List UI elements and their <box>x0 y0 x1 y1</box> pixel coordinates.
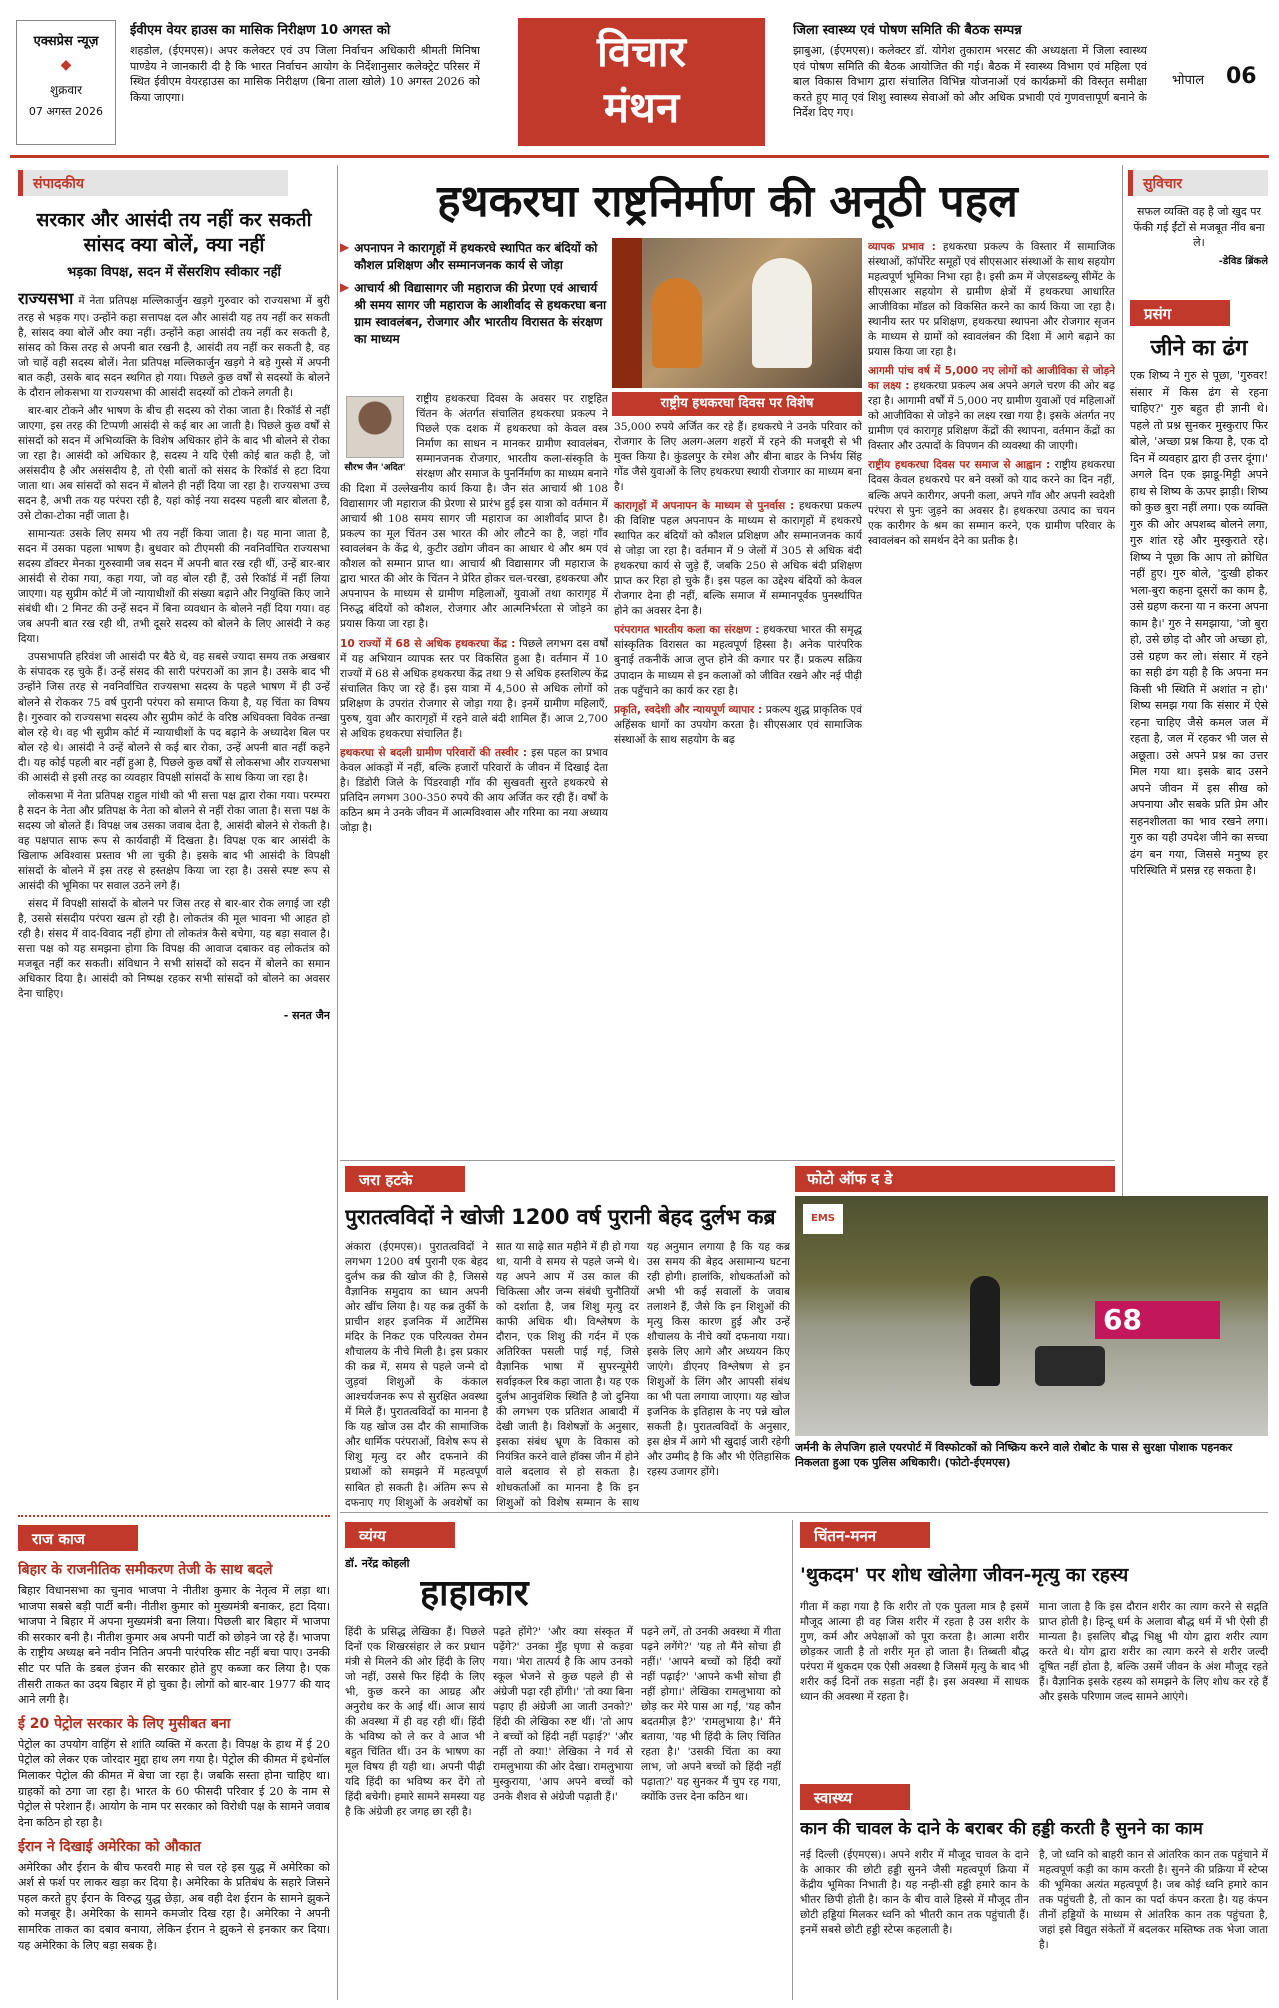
photo-of-day <box>795 1196 1268 1436</box>
chintan-tab: चिंतन-मनन <box>800 1522 930 1548</box>
arrow-icon: ▶ <box>340 280 350 294</box>
editorial-para: सामान्यतः उसके लिए समय भी तय नहीं किया जाता है। यह माना जाता है, सदन में उसका पहला भाषण है। बुधवार को टीएमसी की नवनिर्वाचित राज्यसभा सदस्य डॉक्टर मेनका गुरुस्वामी जब सदन में अपनी बात रख रही थीं, उन्हें बार-बार आसंदी से रोका गया, कहा गया, जो वह बोल रही हैं, उसे रिकॉर्ड में नहीं लिया जाएगा। यह सुप्रीम कोर्ट में जो न्यायाधीशों की संख्या बढ़ाने और नियुक्ति किए जाने संबंधी थी। 2 मिनट की उन्हें सदन में बिना व्यवधान के बोलने नहीं दिया गया। वह जब अपनी बात रख रही थी, तभी दूसरे सदस्य को बोलने के लिए आसंदी ने कह दिया। <box>18 528 330 646</box>
raj-kaaj-tab: राज काज <box>18 1525 138 1551</box>
raj-kaaj-head2: ई 20 पेट्रोल सरकार के लिए मुसीबत बना <box>18 1715 231 1732</box>
masthead-rule <box>10 155 1269 158</box>
column-rule <box>792 1520 793 2000</box>
chintan-col1: गीता में कहा गया है कि शरीर तो एक पुतला मात्र है इसमें मौजूद आत्मा ही वह जिस शरीर में रहता है उस शरीर के गुण, कर्म और अपेक्षाओं को पूरा करता है। आत्मा शरीर छोड़कर जाती है तो शरीर मृत हो जाता है। तिब्बती बौद्ध परंपरा में थुकदम एक ऐसी अवस्था है जिसमें मृत्यु के बाद भी शरीर कई दिनों तक सड़ता नहीं है। इस अवस्था में साधक ध्यान की अवस्था में रहता है। <box>800 1601 1029 1704</box>
handloom-photo <box>612 238 862 388</box>
suvichar-author: -डेविड ब्रिंकले <box>1218 255 1268 267</box>
diamond-icon: ◆ <box>60 57 72 73</box>
raj-kaaj-divider <box>18 1515 330 1517</box>
lead-col3c-text: राष्ट्रीय हथकरघा दिवस केवल हथकरघे पर बने वस्त्रों को याद करने का दिन नहीं, बल्कि अपने कारीगर, अपनी कला, अपने गाँव और अपनी स्वदेशी परंपरा से पुनः जुड़ने का अवसर है। हथकरघा उत्पाद का चयन एक कारीगर के श्रम का सम्मान करने, एक ग्रामीण परिवार के स्वावलंबन को समर्थन देने का प्रतीक है। <box>868 459 1115 547</box>
lead-col2d <box>614 703 862 748</box>
editorial-body <box>18 288 330 1002</box>
chintan-col2: माना जाता है कि इस दौरान शरीर का त्याग करने से सद्गति प्राप्त होती है। हिन्दू धर्म के अलावा बौद्ध धर्म में भी ऐसी ही मान्यता है। इसलिए बौद्ध भिक्षु भी योग द्वारा शरीर त्याग करते थे। योग द्वारा शरीर का त्याग करने से शरीर जल्दी दूषित नहीं होता है, बल्कि उसमें जीवन के अंश मौजूद रहते हैं। वैज्ञानिक इसके रहस्य को समझने के लिए शोध कर रहे हैं और इसके परिणाम जल्द सामने आएंगे। <box>1039 1601 1268 1704</box>
lead-col2b <box>614 499 862 619</box>
lead-col2-subhead3: प्रकृति, स्वदेशी और न्यायपूर्ण व्यापार : <box>614 703 763 716</box>
editorial-para: उपसभापति हरिवंश जी आसंदी पर बैठे थे, वह सबसे ज्यादा समय तक अखबार के संपादक रह चुके हैं। उन्हें संसद की सारी परंपराओं का ज्ञान है। उसके बाद भी उन्होंने जिस तरह से नवनिर्वाचित राज्यसभा सदस्य के पहले भाषण में ही उन्हें बोलने से रोककर 75 वर्ष पुरानी परंपरा को समाप्त किया है, यह चिंता का विषय है। गुरुवार को राज्यसभा सदस्य और सुप्रीम कोर्ट के वरिष्ठ अधिवक्ता विवेक तन्खा बोल रहे थे। वह भी सुप्रीम कोर्ट में न्यायाधीशों के पद बढ़ाने के अध्यादेश बिल पर बोल रहे थे। आसंदी ने उन्हें बोलने से कई बार रोका, उन्हें अपनी बात नहीं कहने दी। यह कोई पहली बार नहीं हुआ है, पिछले कुछ वर्षों से लोकसभा और राज्यसभा की आसंदी से इसी तरह का व्यवहार विपक्षी सांसदों के साथ किया जा रहा है। <box>18 651 330 784</box>
lead-col3b <box>868 364 1115 454</box>
photo-frame <box>612 238 642 388</box>
jara-hatke-headline: पुरातत्वविदों ने खोजी 1200 वर्ष पुरानी बेहद दुर्लभ कब्र <box>345 1205 776 1229</box>
chintan-headline: 'थुकदम' पर शोध खोलेगा जीवन-मृत्यु का रहस्य <box>800 1564 1129 1586</box>
raj-kaaj <box>18 1560 330 2000</box>
column-rule <box>337 165 338 2000</box>
author-avatar <box>346 396 404 458</box>
officer-figure <box>970 1276 1000 1386</box>
lead-col1b <box>340 637 608 742</box>
lead-col2-text: 35,000 रुपये अर्जित कर रहे हैं। हथकरघे ने उनके परिवार को रोजगार के लिए अलग-अलग शहरों में रहने की मजबूरी से भी मुक्त किया है। कुंडलपुर के रमेश और बीना बाडर के निर्भय सिंह गोंड जैसे युवाओं के लिए हथकरघा स्थायी रोजगार का माध्यम बना है। <box>614 421 862 494</box>
lead-col3b-text: हथकरघा प्रकल्प अब अपने अगले चरण की ओर बढ़ रहा है। आगामी वर्षों में 5,000 नए ग्रामीण युवाओं एवं महिलाओं को आजीविका से जोड़ने का लक्ष्य रखा गया है। इसके अंतर्गत नए ग्रामीण एवं कारागृह प्रशिक्षण केंद्रों की स्थापना, वर्तमान केंद्रों का विस्तार और उत्पादों के विपणन की व्यवस्था की जाएगी। <box>868 380 1115 453</box>
left-brief-title: ईवीएम वेयर हाउस का मासिक निरीक्षण 10 अगस्त को <box>130 23 391 38</box>
swasthya-tab: स्वास्थ्य <box>800 1784 910 1810</box>
lead-col3 <box>868 240 1115 1152</box>
section-title-line2: मंथन <box>603 83 680 132</box>
bullet-text: आचार्य श्री विद्यासागर जी महाराज की प्रेरणा एवं आचार्य श्री समय सागर जी महाराज के आशीर्वाद से हथकरघा बना ग्राम स्वावलंबन, रोजगार और भारतीय विरासत के संरक्षण का माध्यम <box>354 281 607 346</box>
author-block <box>340 396 410 473</box>
bullet-item <box>340 240 608 274</box>
section-title-line1: विचार <box>597 27 686 76</box>
swasthya-col1: नई दिल्ली (ईएमएस)। अपने शरीर में मौजूद चावल के दाने के आकार की छोटी हड्डी सुनने जैसी महत्वपूर्ण क्रिया में केंद्रीय भूमिका निभाती है। यह नन्ही-सी हड्डी हमारे कान के भीतर छिपी होती है। कान के बीच वाले हिस्से में मौजूद तीन छोटी हड्डियां मिलकर ध्वनि को भीतरी कान तक पहुंचाती हैं। इनमें सबसे छोटी हड्डी स्टेप्स कहलाती है। <box>800 1849 1029 1937</box>
arrow-icon: ▶ <box>340 240 350 254</box>
jara-hatke-col2: सात या साढ़े सात महीने में ही हो गया था, यानी वे समय से पहले जन्मे थे। यह अपने आप में उस काल की चिकित्सा और जन्म संबंधी चुनौतियों को दर्शाता है, जब शिशु मृत्यु दर काफी अधिक थी। विश्लेषण के दौरान, एक शिशु की गर्दन में एक अतिरिक्त पसली पाई गई, जिसे वैज्ञानिक भाषा में सुपरन्यूमेरी सर्वाइकल रिब कहा जाता है। यह एक दुर्लभ आनुवंशिक स्थिति है जो दुनिया की लगभग एक प्रतिशत आबादी में देखी जाती है। विशेषज्ञों के अनुसार, इसका संबंध भ्रूण के विकास को नियंत्रित करने वाले हॉक्स जीन में होने वाले बदलाव से हो सकता है। शोधकर्ताओं का मानना है कि इन शिशुओं को विशेष सम्मान के साथ <box>496 1241 639 1509</box>
editorial-para: लोकसभा में नेता प्रतिपक्ष राहुल गांधी को भी सत्ता पक्ष द्वारा रोका गया। परम्परा है सदन के नेता और प्रतिपक्ष के नेता को बोलने से नहीं रोका जाता है। सत्ता पक्ष के सदस्य जो बोलते हैं। विपक्ष जब उसका जवाब देता है, आसंदी बोलने से रोकती है। वह पक्षपात साफ रूप से कार्यवाही में दिखता है। विपक्ष एक बार आसंदी के खिलाफ अविश्वास प्रस्ताव भी ला चुकी है। इसके बाद भी आसंदी के विपक्षी सांसदों के बोलने में इस तरह से हस्तक्षेप किया जा रहा है। उससे स्पष्ट रूप से आसंदी की भूमिका पर सवाल उठने लगे हैं। <box>18 789 330 892</box>
editorial-byline: - सनत जैन <box>283 1009 330 1023</box>
vyang-col3: पढ़ने लगें, तो उनकी अवस्था में गीता पढ़ने लगेंगे?' 'यह तो मैंने सोचा ही नहीं।' 'आपने बच्चों को हिंदी क्यों नहीं पढ़ाई?' 'आपने कभी सोचा ही नहीं होगा।' लेखिका रामलुभाया को छोड़ कर मेरे पास आ गईं, 'यह कौन बदतमीज़ है?' 'रामलुभाया है।' मैंने बताया, 'यह भी हिंदी के लिए चिंतित रहता है।' 'उसकी चिंता का क्या लाभ, जो अपने बच्चों को हिंदी नहीं पढ़ाता?' यह सुनकर मैं चुप रह गया, क्योंकि उत्तर देना कठिन था। <box>641 1626 781 1804</box>
lead-col2b-text: हथकरघा प्रकल्प की विशिष्ट पहल अपनापन के माध्यम से कारागृहों में हथकरघे स्थापित कर बंदियों को कौशल प्रशिक्षण और सम्मानजनक कार्य से जोड़ा जा रहा है। वर्तमान में 9 जेलों में 305 से अधिक बंदी हथकरघा कार्य से जुड़े हैं, जबकि 250 से अधिक बंदी प्रशिक्षण प्राप्त कर रिहा हो चुके हैं। इस पहल का उद्देश्य बंदियों को केवल रोजगार देना ही नहीं, बल्कि समाज में सम्मानपूर्वक पुनर्स्थापित होने का अवसर देना है। <box>614 500 862 618</box>
paper-box <box>16 20 116 145</box>
vyang-col2: पढ़ते होंगे?' 'और क्या संस्कृत में पढ़ेंगे?' उनका मुँह घृणा से कड़वा गया। 'मेरा तात्पर्य है कि आप उनको स्कूल भेजने से कुछ पहले ही से अंग्रेजी पढ़ा रही होंगी।' 'तो क्या बिना पढ़ाए ही अंग्रेजी आ जाती उनको?' हिंदी की लेखिका रुष्ट थीं। 'तो आप ने बच्चों को हिंदी नहीं पढ़ाई?' 'और नहीं तो क्या!' लेखिका ने गर्व से रामलुभाया की ओर देखा। रामलुभाया मुस्कुराया, 'आप अपने बच्चों को उनके शैशव से अंग्रेजी पढ़ाती हैं।' <box>493 1626 633 1804</box>
editorial-para: संसद में विपक्षी सांसदों के बोलने पर जिस तरह से बार-बार रोक लगाई जा रही है, उससे संसदीय परंपरा खत्म हो रही है। लोकतंत्र की मूल भावना भी आहत हो रही है। संसद में वाद-विवाद नहीं होगा तो लोकतंत्र कैसे बचेगा, यह बड़ा सवाल है। सत्ता पक्ष को यह समझना होगा कि विपक्ष की आवाज दबाकर वह लोकतंत्र को मजबूत नहीं कर सकती। संविधान ने सभी सांसदों को सदन में बोलने का समान अधिकार दिया है। आसंदी को निष्पक्ष रहकर सभी सांसदों को बोलने का अवसर देना चाहिए। <box>18 897 330 1001</box>
editorial-tab: संपादकीय <box>18 170 288 196</box>
lead-col2 <box>614 420 862 1152</box>
photo-figure <box>752 258 812 368</box>
lead-col2-subhead: कारागृहों में अपनापन के माध्यम से पुनर्वास : <box>614 500 795 513</box>
jara-hatke-body <box>345 1240 790 1510</box>
suvichar-tab: सुविचार <box>1128 170 1268 196</box>
swasthya-col2: है, जो ध्वनि को बाहरी कान से आंतरिक कान तक पहुंचाने में महत्वपूर्ण कड़ी का काम करती है। सुनने की प्रक्रिया में स्टेप्स की भूमिका अत्यंत महत्वपूर्ण है। जब कोई ध्वनि हमारे कान तक पहुंचती है, तो कान का पर्दा कंपन करता है। यह कंपन तीनों हड्डियों के माध्यम से आंतरिक कान तक पहुंचता है, जहां इसे विद्युत संकेतों में बदलकर मस्तिष्क तक भेजा जाता है। <box>1039 1849 1268 1952</box>
prasang-text: एक शिष्य ने गुरु से पूछा, 'गुरुवर! संसार में किस ढंग से रहना चाहिए?' गुरु बहुत ही ज्ञानी थे। पहले तो प्रश्न सुनकर मुस्कुराए फिर बोले, 'अच्छा प्रश्न किया है, एक दो दिन में व्यवहार द्वारा ही उत्तर दूंगा।' अगले दिन एक झाडू-मिट्टी अपने हाथ से शिष्य के ऊपर झाड़ी। शिष्य को कुछ बुरा नहीं लगा। एक व्यक्ति गुरु की ओर अपशब्द बोलने लगा, गुरु शांत रहे और मुस्कुराते रहे। शिष्य ने पूछा कि आप तो क्रोधित नहीं हुए। गुरु बोले, 'दुःखी होकर भला-बुरा कहना दूसरों का काम है, उसे ग्रहण करना या न करना अपना काम है।' गुरु ने समझाया, 'जो बुरा हो, उसे छोड़ दो और जो अच्छा हो, उसे ग्रहण कर लो। संसार में रहने का सही ढंग यही है कि अपना मन किसी भी स्थिति में अशांत न हो।' शिष्य समझ गया कि संसार में ऐसे रहना चाहिए जैसे कमल जल में रहता है, जल में रहकर भी जल से अछूता। उसे अपने प्रश्न का उत्तर मिल गया था। इसके बाद उसने अपने जीवन में इस सीख को अपनाया और सबके प्रति प्रेम और सहनशीलता का भाव रखने लगा। गुरु का यही उपदेश जीने का सच्चा ढंग बन गया, जिससे मनुष्य हर परिस्थिति में प्रसन्न रह सकता है। <box>1130 369 1268 877</box>
page-number: 06 <box>1226 64 1257 89</box>
photo-of-day-tab: फोटो ऑफ द डे <box>795 1166 1115 1192</box>
jara-hatke-col3: यह अनुमान लगाया है कि यह कब्र उस समय की बेहद असामान्य घटना रही होगी। हालांकि, शोधकर्ताओं को अभी भी कई सवालों के जवाब तलाशने हैं, जैसे कि इन शिशुओं की मृत्यु किस कारण हुई और उन्हें शौचालय के नीचे क्यों दफनाया गया। इसके लिए आगे और अध्ययन किए जाएंगे। डीएनए विश्लेषण से इन शिशुओं के लिंग और आपसी संबंध का भी पता लगाया जाएगा। यह खोज इजनिक के इतिहास के नए पन्ने खोल सकती है। पुरातत्वविदों के अनुसार, इस क्षेत्र में आगे भी खुदाई जारी रहेगी और उम्मीद है कि और भी ऐतिहासिक रहस्य उजागर होंगे। <box>647 1241 790 1479</box>
jara-hatke-col1: अंकारा (ईएमएस)। पुरातत्वविदों ने लगभग 1200 वर्ष पुरानी एक बेहद दुर्लभ कब्र की खोज की है, जिससे वैज्ञानिक समुदाय का ध्यान अपनी ओर खींच लिया है। यह कब्र तुर्की के प्राचीन शहर इजनिक में आर्टेमिस मंदिर के निकट एक परित्यक्त रोमन शौचालय के नीचे मिली है। इस प्रकार की कब्र में, समय से पहले जन्मे दो जुड़वां शिशुओं के कंकाल आश्चर्यजनक रूप से सुरक्षित अवस्था में मिले हैं। पुरातत्वविदों का मानना है कि यह खोज उस दौर की सामाजिक और धार्मिक परंपराओं, विशेष रूप से शिशु मृत्यु दर और दफनाने की प्रथाओं को समझने में महत्वपूर्ण साबित हो सकती है। अंतिम रूप से दफनाए गए शिशुओं के अवशेषों का <box>345 1241 488 1509</box>
runway-sign: 68 <box>1095 1301 1220 1339</box>
editorial-lead-word: राज्यसभा <box>18 289 74 308</box>
editorial <box>18 208 330 1503</box>
suvichar-text: सफल व्यक्ति वह है जो खुद पर फेंकी गई ईंटों से मजबूत नींव बना ले। <box>1133 205 1265 250</box>
date: 07 अगस्त 2026 <box>28 105 104 118</box>
lead-col3-subhead2: आगमी पांच वर्ष में 5,000 नए लोगों को आजीविका से जोड़ने का लक्ष्य : <box>868 365 1115 393</box>
photo-figure <box>652 278 702 368</box>
author-name: सौरभ जैन 'अदित' <box>344 463 406 473</box>
day: शुक्रवार <box>49 83 83 97</box>
lead-col1b-text: पिछले लगभग दस वर्षों में यह अभियान व्यापक स्तर पर विकसित हुआ है। वर्तमान में 10 राज्यों में 68 से अधिक हथकरघा केंद्र तथा 9 से अधिक हस्तशिल्प केंद्र संचालित किए जा रहे हैं। इस यात्रा में 4,500 से अधिक लोगों को प्रशिक्षण के उपरांत रोजगार से जोड़ा गया है। इनमें ग्रामीण महिलाएँ, पुरुष, युवा और कारागृहों में रहने वाले बंदी शामिल हैं। आज 2,700 से अधिक हथकरघा संचालित हैं। <box>340 637 608 740</box>
paper-name: एक्सप्रेस न्यूज़ <box>33 34 99 49</box>
suvichar <box>1130 204 1268 286</box>
editorial-subhead: भड़का विपक्ष, सदन में सेंसरशिप स्वीकार नहीं <box>67 265 281 280</box>
vyang-col1: हिंदी के प्रसिद्ध लेखिका हैं। पिछले दिनों एक शिखरसंहार ले कर प्रधान मंत्री से मिलने की ओर हिंदी के लिए जो नहीं, उससे फिर हिंदी के लिए भी, कुछ करने का आग्रह और अनुरोध कर के आई थीं। आज सायं की अवस्था में ही वह रही थीं। हिंदी के भविष्य को ले कर वे आज भी बहुत चिंतित थीं। उन के भाषण का मूल विषय ही यही था। अपनी पीढ़ी यदि हिंदी का भविष्य कर देंगे तो हिंदी बचेगी। हमारे सामने समस्या यह है कि अंग्रेजी हर जगह छा रही है। <box>345 1626 485 1819</box>
right-brief <box>793 20 1147 145</box>
photo-caption-text: जर्मनी के लेपजिग हाले एयरपोर्ट में विस्फोटकों को निष्क्रिय करने वाले रोबोट के पास से सुरक्षा पोशाक पहनकर निकलता हुआ एक पुलिस अधिकारी। <box>795 1441 1233 1470</box>
editorial-headline: सरकार और आसंदी तय नहीं कर सकती सांसद क्या बोलें, क्या नहीं <box>36 209 312 256</box>
ems-logo: EMS <box>803 1204 843 1234</box>
section-rule <box>340 1160 1115 1161</box>
left-brief-text: शहडोल, (ईएमएस)। अपर कलेक्टर एवं उप जिला निर्वाचन अधिकारी श्रीमती मिनिषा पाण्डेय ने जानकारी दी है कि भारत निर्वाचन आयोग के निर्देशानुसार कलेक्ट्रेट परिसर में स्थित ईवीएम वेयरहाउस का मासिक निरीक्षण (बिना ताला खोले) 10 अगस्त 2026 को किया जाएगा। <box>130 44 480 104</box>
lead-col1-subhead: 10 राज्यों में 68 से अधिक हथकरघा केंद्र : <box>340 637 516 650</box>
jara-hatke-tab: जरा हटके <box>345 1166 465 1192</box>
raj-kaaj-text2: पेट्रोल का उपयोग वाहिंग से शांति व्यक्ति में करता है। विपक्ष के हाथ में ई 20 पेट्रोल को लेकर एक जोरदार मुद्दा हाथ लग गया है। पेट्रोल की कीमत में इथेनॉल मिलाकर पेट्रोल की कीमत में बेचा जा रहा है। जबकि सस्ता होना चाहिए था। ग्राहकों को ठगा जा रहा है। भारत के 60 फीसदी परिवार ई 20 के नाम से पेट्रोल से परेशान हैं। आयोग के नाम पर सरकार को विरोधी पक्ष के सामने जवाब देना कठिन हो रहा है। <box>18 1737 330 1829</box>
lead-col1-text: राष्ट्रीय हथकरघा दिवस के अवसर पर राष्ट्रहित चिंतन के अंतर्गत संचालित हथकरघा प्रकल्प ने पिछले एक दशक में हथकरघा को केवल वस्त्र निर्माण का साधन न मानकर ग्रामीण स्वावलंबन, सम्मानजनक रोजगार, भारतीय कला-संस्कृति के संरक्षण और समाज के पुनर्निर्माण का माध्यम बनाने की दिशा में उल्लेखनीय कार्य किया है। जैन संत आचार्य श्री 108 विद्यासागर जी महाराज की प्रेरणा से प्रारंभ हुई इस यात्रा को वर्तमान में आचार्य श्री 108 समय सागर जी महाराज का आशीर्वाद प्राप्त है। प्रकल्प का मूल चिंतन उस भारत की ओर लौटने का है, जहां गाँव स्वावलंबन के केंद्र थे, कुटीर उद्योग जीवन का आधार थे और श्रम एवं कौशल को सम्मान प्राप्त था। आचार्य श्री विद्यासागर जी महाराज के द्वारा भारत की ओर के चिंतन ने प्रेरित होकर चल-चरखा, हथकरघा और अपनापन के माध्यम से ग्रामीण महिलाओं, युवाओं तथा कारागृह में निरुद्ध बंदियों को कौशल, रोजगार और आत्मनिर्भरता से जोड़ने का प्रयास किया जा रहा है। <box>340 393 608 631</box>
lead-col2c-text: हथकरघा भारत की समृद्ध सांस्कृतिक विरासत का महत्वपूर्ण हिस्सा है। अनेक पारंपरिक बुनाई तकनीकें आज लुप्त होने की कगार पर हैं। प्रकल्प सक्रिय उपादान के माध्यम से इन कलाओं को जीवित रखने और नई पीढ़ी तक पहुँचाने का कार्य कर रहा है। <box>614 624 862 697</box>
robot-figure <box>1035 1346 1105 1386</box>
lead-col3-subhead3: राष्ट्रीय हथकरघा दिवस पर समाज से आह्वान : <box>868 459 1051 472</box>
bullet-item <box>340 280 608 348</box>
lead-col3-subhead: व्यापक प्रभाव : <box>868 241 936 253</box>
right-brief-title: जिला स्वास्थ्य एवं पोषण समिति की बैठक सम्पन्न <box>793 23 1022 38</box>
lead-col1-subhead2: हथकरघा से बदली ग्रामीण परिवारों की तस्वीर : <box>340 746 527 759</box>
swasthya-body <box>800 1848 1268 2000</box>
lead-headline: हथकरघा राष्ट्रनिर्माण की अनूठी पहल <box>437 176 1018 227</box>
vyang-body <box>345 1625 785 2000</box>
chintan-body <box>800 1600 1268 1780</box>
lead-bullets <box>340 240 608 390</box>
lead-col1c-text: इस पहल का प्रभाव केवल आंकड़ों में नहीं, बल्कि हजारों परिवारों के जीवन में दिखाई देता है। डिंडोरी जिले के पिंडरवाही गाँव की सुखवती सुरते हथकरघे से प्रतिदिन लगभग 300-350 रुपये की आय अर्जित कर रही हैं। वर्षों के कठिन श्रम ने उनके जीवन में आत्मविश्वास और गरिमा का नया अध्याय जोड़ा है। <box>340 746 608 834</box>
bullet-text: अपनापन ने कारागृहों में हथकरघे स्थापित कर बंदियों को कौशल प्रशिक्षण और सम्मानजनक कार्य से जोड़ा <box>354 241 598 272</box>
lead-col2-subhead2: परंपरागत भारतीय कला का संरक्षण : <box>614 624 760 637</box>
raj-kaaj-text3: अमेरिका और ईरान के बीच फरवरी माह से चल रहे इस युद्ध में अमेरिका को अर्श से फर्श पर लाकर खड़ा कर दिया है। अमेरिका के प्रतिबंध के सहारे जिसने पहल करते हुए ईरान के विरुद्ध युद्ध छेड़ा, अब वही देश ईरान के सामने झुकने को मजबूर है। अमेरिका के सामने कमजोर दिख रहा है। अमेरिका ने अपनी सामरिक ताकत का दबाव बनाया, लेकिन ईरान ने झुकने से इनकार कर दिया। यह अमेरिका के लिए बड़ा सबक है। <box>18 1860 330 1952</box>
lead-col1c <box>340 746 608 836</box>
masthead <box>0 0 1279 162</box>
swasthya-headline: कान की चावल के दाने के बराबर की हड्डी करती है सुनने का काम <box>800 1819 1203 1839</box>
editorial-para: बार-बार टोकने और भाषण के बीच ही सदस्य को रोका जाता है। रिकॉर्ड से नहीं जाएगा, इस तरह की टिप्पणी आसंदी से कई बार आ जाती है। पिछले कुछ वर्षों से सांसदों को सदन में अभिव्यक्ति के विशेष अधिकार होने के बाद भी बोलने से रोका जा रहा है। आसंदी को अधिकार है, सदस्य ने यदि ऐसी कोई बात कही है, जो असंसदीय है और असंसदीय है, तो ऐसी बातों को संसद के रिकॉर्ड से हटा दिया जाता था। अब सांसदों को सदन में बोलने ही नहीं दिया जा रहा है। राज्यसभा उच्च सदन है, अभी तक यह परंपरा रही है, यहां कोई नया सदस्य पहली बार बोलता है, उसे टोका-टोका नहीं जाता है। <box>18 404 330 523</box>
vyang-headline: हाहाकार <box>420 1573 529 1614</box>
prasang-headline: जीने का ढंग <box>1150 336 1248 361</box>
raj-kaaj-head3: ईरान ने दिखाई अमेरिका को औकात <box>18 1838 202 1855</box>
photo-credit: (फोटो-ईएमएस) <box>944 1456 1011 1470</box>
right-brief-text: झाबुआ, (ईएमएस)। कलेक्टर डॉ. योगेश तुकाराम भरसट की अध्यक्षता में जिला स्वास्थ्य एवं पोषण समिति की बैठक आयोजित की गई। बैठक में स्वास्थ्य विभाग एवं महिला एवं बाल विकास विभाग द्वारा संचालित विभिन्न योजनाओं एवं कार्यक्रमों की विस्तृत समीक्षा करते हुए मातृ एवं शिशु स्वास्थ्य सेवाओं को और अधिक प्रभावी एवं गुणवत्तापूर्ण बनाने के निर्देश दिए गए। <box>793 44 1147 120</box>
lead-col2c <box>614 623 862 698</box>
section-rule <box>340 1512 1268 1513</box>
lead-col3-text: हथकरघा प्रकल्प के विस्तार में सामाजिक संस्थाओं, कॉर्पोरेट समूहों एवं सीएसआर संस्थाओं के साथ सहयोग महत्वपूर्ण भूमिका निभा रहा है। इसी क्रम में जेएसडब्ल्यू सीमेंट के सीएसआर सहयोग से ग्रामीण क्षेत्रों में हथकरघा आधारित आजीविका मॉडल को विकसित करने का कार्य किया जा रहा है। स्थानीय स्तर पर प्रशिक्षण, हथकरघा स्थापना और रोजगार सृजन के माध्यम से ग्रामों को स्वावलंबन की दिशा में आगे बढ़ाने का प्रयास किया जा रहा है। <box>868 241 1115 359</box>
lead-col3c <box>868 458 1115 548</box>
section-title-box <box>518 18 765 146</box>
lead-col1 <box>340 392 608 1150</box>
raj-kaaj-head1: बिहार के राजनीतिक समीकरण तेजी के साथ बदले <box>18 1562 273 1578</box>
vyang-author: डॉ. नरेंद्र कोहली <box>345 1557 410 1570</box>
editorial-para: में नेता प्रतिपक्ष मल्लिकार्जुन खड़गे गुरुवार को राज्यसभा में बुरी तरह से भड़क गए। उन्होंने कहा सत्तापक्ष दल और आसंदी यह तय नहीं कर सकती है, सांसद क्या बोलें और क्या नहीं। उन्होंने कहा आसंदी तय नहीं कर सकती है, सांसद को किस तरह से अपनी बात रखनी है, आसंदी तय नहीं कर सकती है, वह जो चाहें वही सदस्य बोलें। नेता प्रतिपक्ष मल्लिकार्जुन खड़गे ने बड़े गुस्से में अपनी बात कही, उसके बाद सदन स्थगित हो गया। पिछले कुछ वर्षों से सदस्यों के बोलने के दौरान लोकसभा या राज्यसभा की आसंदी सदस्यों को टोकने लगती है। <box>18 295 330 399</box>
lead-col2d-text: प्रकल्प शुद्ध प्राकृतिक एवं अहिंसक धागों का उपयोग करता है। सीएसआर एवं सामाजिक संस्थाओं के साथ सहयोग के बढ़ <box>614 703 862 746</box>
prasang-tab: प्रसंग <box>1130 300 1230 326</box>
city: भोपाल <box>1172 73 1205 88</box>
lead-col3a <box>868 240 1115 360</box>
raj-kaaj-text1: बिहार विधानसभा का चुनाव भाजपा ने नीतीश कुमार के नेतृत्व में लड़ा था। भाजपा सबसे बड़ी पार्टी बनी। नीतीश कुमार को मुख्यमंत्री बनाकर, हटा दिया। भाजपा ने बिहार में अपना मुख्यमंत्री बना लिया। पिछली बार बिहार में भाजपा की सरकार बनी है। नीतीश कुमार अब अपनी पार्टी को छोड़ने जा रहे हैं। भाजपा के राष्ट्रीय अध्यक्ष बने नवीन नितिन अपनी पारंपरिक सीट नहीं बचा पाए। उनकी सीट पर पति के डबल इंजन की सरकार होते हुए कब्जा कर लिया है। एक तीसरी ताकत का उदय बिहार में हो चुका है। लोगों को बार-बार 1977 की याद आने लगी है। <box>18 1584 330 1707</box>
photo-of-day-caption <box>795 1440 1268 1484</box>
left-brief <box>130 20 480 145</box>
vyang-tab: व्यंग्य <box>345 1522 455 1548</box>
photo-caption-bar: राष्ट्रीय हथकरघा दिवस पर विशेष <box>612 392 862 416</box>
